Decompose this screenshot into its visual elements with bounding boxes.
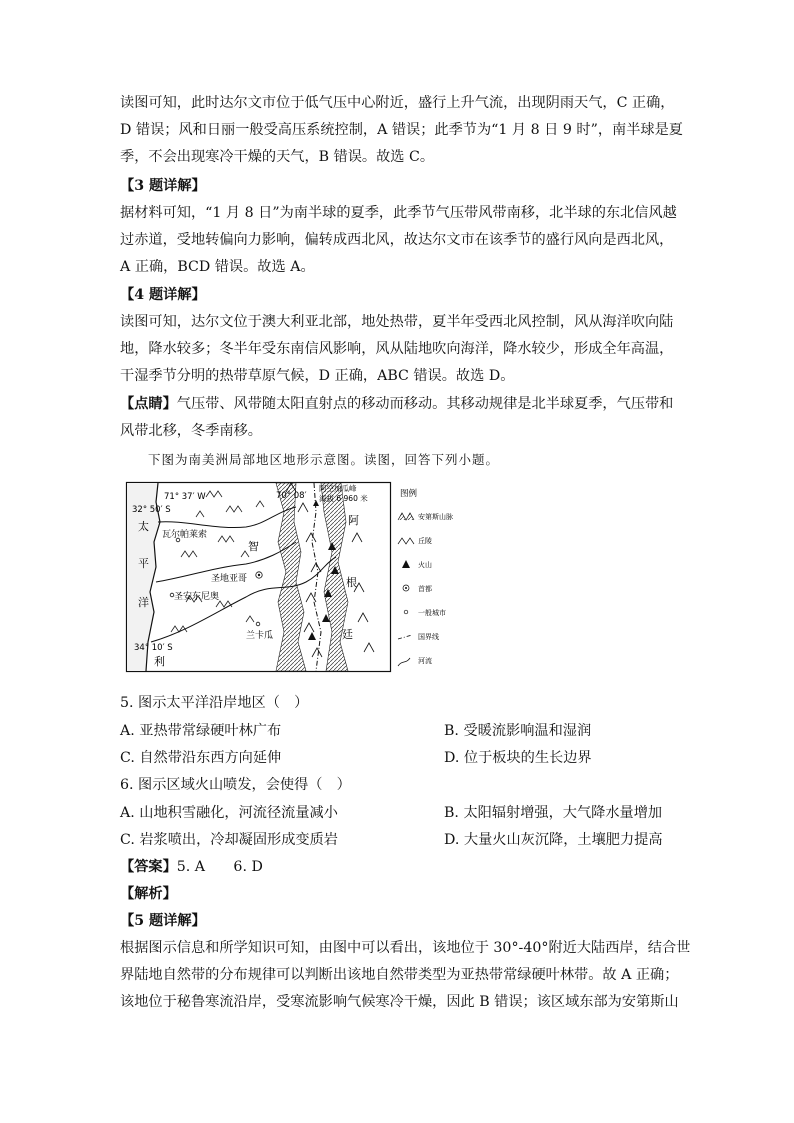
- tip-label: 【点睛】: [120, 396, 177, 412]
- text-line: 过赤道，受地转偏向力影响，偏转成西北风，故达尔文市在该季节的盛行风向是西北风，: [120, 232, 674, 248]
- peak-name: 阿空加瓜峰: [319, 484, 357, 493]
- q6-option-d: D. 大量火山灰沉降，土壤肥力提高: [444, 832, 663, 848]
- text-line: 读图可知，此时达尔文市位于低气压中心附近，盛行上升气流，出现阴雨天气，C 正确，: [120, 95, 675, 111]
- text-line: 根据图示信息和所学知识可知，由图中可以看出，该地位于 30°-40°附近大陆西岸，结合世: [120, 940, 691, 956]
- legend-item: 河流: [418, 657, 432, 665]
- argentina-char: 根: [346, 576, 357, 589]
- legend-item: 国界线: [418, 633, 439, 641]
- legend-item: 火山: [418, 561, 432, 569]
- q6-option-a: A. 山地积雪融化，河流径流量减小: [120, 805, 338, 821]
- text-line: A 正确，BCD 错误。故选 A。: [120, 259, 315, 275]
- q5-stem: 5. 图示太平洋沿岸地区（ ）: [120, 695, 309, 711]
- text-line: 该地位于秘鲁寒流沿岸，受寒流影响气候寒冷干燥，因此 B 错误；该区域东部为安第斯山: [120, 994, 679, 1010]
- argentina-char: 阿: [348, 514, 359, 527]
- q5-header: 【5 题详解】: [120, 913, 206, 929]
- text-line: D 错误；风和日丽一般受高压系统控制，A 错误；此季节为“1 月 8 日 9 时”，南半球是夏: [120, 122, 683, 138]
- legend-item: 安第斯山脉: [418, 513, 453, 521]
- q3-header: 【3 题详解】: [120, 178, 206, 194]
- q5-option-c: C. 自然带沿东西方向延伸: [120, 750, 282, 766]
- coord-lon1: 71° 37′ W: [164, 492, 206, 502]
- peak-alt: 海拔 6 960 米: [319, 494, 368, 503]
- map-intro: 下图为南美洲局部地区地形示意图。读图，回答下列小题。: [148, 452, 500, 467]
- city-label: 圣安东尼奥: [174, 592, 220, 602]
- analysis-label: 【解析】: [120, 886, 177, 902]
- tip-section: [120, 391, 676, 445]
- text-line: 干湿季节分明的热带草原气候，D 正确，ABC 错误。故选 D。: [120, 368, 515, 384]
- q6-stem: 6. 图示区域火山喷发，会使得（ ）: [120, 777, 351, 793]
- legend-item: 丘陵: [418, 537, 432, 545]
- q6-option-c: C. 岩浆喷出，冷却凝固形成变质岩: [120, 832, 338, 848]
- answer-line: [120, 854, 263, 881]
- q5-option-b: B. 受暖流影响温和湿润: [444, 723, 592, 739]
- explanation-paragraph-1: [120, 90, 683, 171]
- argentina-char: 廷: [342, 628, 353, 641]
- answer-label: 【答案】: [120, 859, 177, 875]
- text-line: 据材料可知，“1 月 8 日”为南半球的夏季，此季节气压带风带南移，北半球的东北信风越: [120, 205, 677, 221]
- chile-char: 利: [154, 655, 165, 668]
- legend-title: 图例: [400, 489, 418, 499]
- coord-lat2: 34° 10′ S: [134, 643, 173, 653]
- coord-lat1: 32° 50′ S: [132, 505, 171, 515]
- text-line: 季，不会出现寒冷干燥的天气，B 错误。故选 C。: [120, 149, 435, 165]
- q6-option-b: B. 太阳辐射增强，大气降水量增加: [444, 805, 663, 821]
- map-legend: [398, 488, 453, 666]
- text-line: 读图可知，达尔文位于澳大利亚北部，地处热带，夏半年受西北风控制，风从海洋吹向陆: [120, 314, 674, 330]
- tip-text-line: 气压带、风带随太阳直射点的移动而移动。其移动规律是北半球夏季，气压带和: [176, 396, 674, 412]
- legend-item: 一般城市: [418, 609, 446, 617]
- legend-item: 首都: [418, 585, 432, 593]
- ocean-char: 洋: [138, 596, 149, 609]
- q4-header: 【4 题详解】: [120, 287, 206, 303]
- text-line: 地，降水较多；冬半年受东南信风影响，风从陆地吹向海洋，降水较少，形成全年高温，: [120, 341, 674, 357]
- q3-section: [120, 173, 676, 281]
- ocean-char: 平: [138, 557, 149, 570]
- q4-section: [120, 282, 676, 390]
- south-america-terrain-map: [126, 482, 453, 672]
- city-label: 瓦尔帕莱索: [162, 530, 208, 540]
- tip-text-line: 风带北移，冬季南移。: [120, 423, 262, 439]
- text-line: 界陆地自然带的分布规律可以判断出该地自然带类型为亚热带常绿硬叶林带。故 A 正确；: [120, 967, 679, 983]
- ocean-char: 太: [138, 520, 149, 533]
- q5-option-a: A. 亚热带常绿硬叶林广布: [120, 723, 282, 739]
- answer-text: 5. A 6. D: [176, 859, 263, 875]
- chile-char: 智: [248, 540, 259, 553]
- city-label: 圣地亚哥: [211, 574, 248, 584]
- city-label: 兰卡瓜: [246, 631, 274, 641]
- q5-option-d: D. 位于板块的生长边界: [444, 750, 592, 766]
- coord-lon2: 70° 08′: [276, 491, 307, 501]
- q5-detail-section: [120, 908, 691, 1016]
